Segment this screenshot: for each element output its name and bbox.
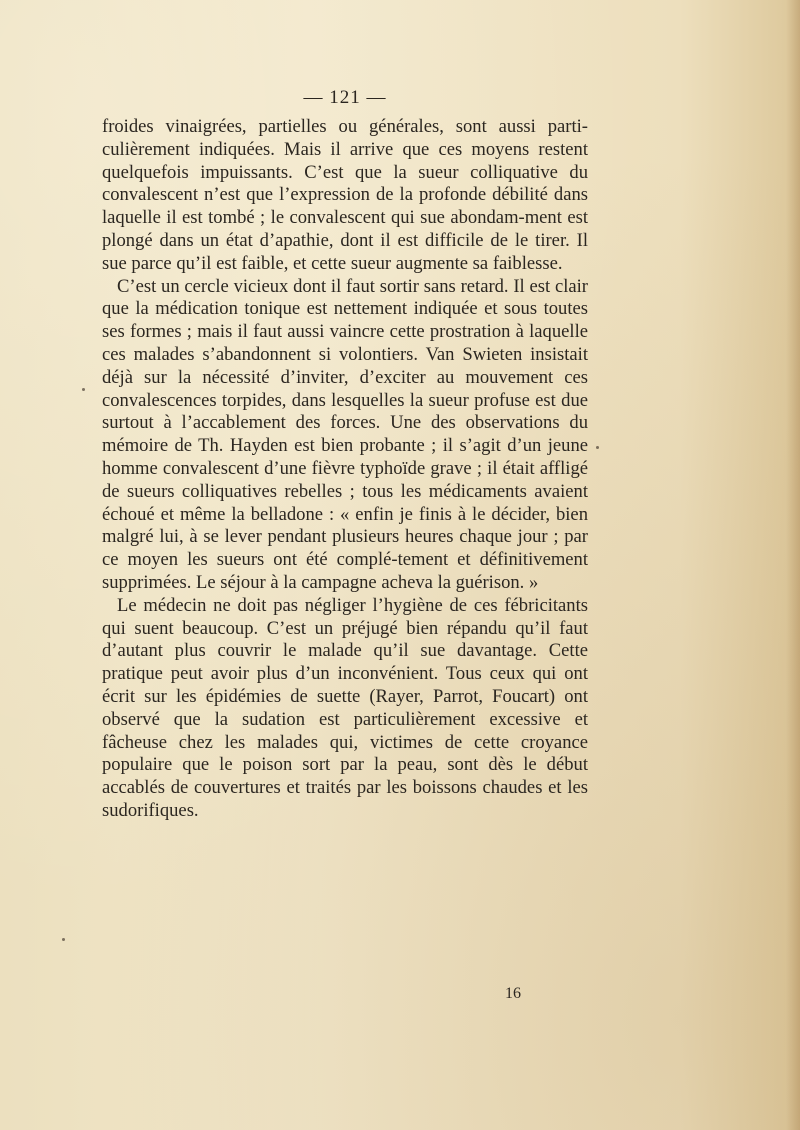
- signature-mark: 16: [505, 985, 521, 1002]
- paper-speck: [62, 938, 65, 941]
- paragraph-1: froides vinaigrées, partielles ou générales, sont aussi parti-culièrement indiquées. Mais il arrive que ces moyens restent quelquefois impuissants. C’est que la sueur colliquative du convalescent n’est que l’expression de la profonde débilité dans laquelle il est tombé ; le convalescent qui sue abondam-ment est plongé dans un état d’apathie, dont il est difficile de le tirer. Il sue parce qu’il est faible, et cette sueur augmente sa faiblesse.: [102, 116, 588, 274]
- page-edge-shadow: [786, 0, 800, 1130]
- paragraph-2: C’est un cercle vicieux dont il faut sortir sans retard. Il est clair que la médication tonique est nettement indiquée et sous toutes ses formes ; mais il faut aussi vaincre cette prostration à laquelle ces malades s’abandonnent si volontiers. Van Swieten insistait déjà sur la nécessité d’inviter, d’exciter au mouvement ces convalescences torpides, dans lesquelles la sueur profuse est due surtout à l’accablement des forces. Une des observations du mémoire de Th. Hayden est bien probante ; il s’agit d’un jeune homme convalescent d’une fièvre typhoïde grave ; il était affligé de sueurs colliquatives rebelles ; tous les médicaments avaient échoué et même la belladone : « enfin je finis à le décider, bien malgré lui, à se lever pendant plusieurs heures chaque jour ; par ce moyen les sueurs ont été complé-tement et définitivement supprimées. Le séjour à la campagne acheva la guérison. »: [102, 275, 588, 593]
- paragraph-3: Le médecin ne doit pas négliger l’hygiène de ces fébricitants qui suent beaucoup. C’est un préjugé bien répandu qu’il faut d’autant plus couvrir le malade qu’il sue davantage. Cette pratique peut avoir plus d’un inconvénient. Tous ceux qui ont écrit sur les épidémies de suette (Rayer, Parrot, Foucart) ont observé que la sudation est particulièrement excessive et fâcheuse chez les malades qui, victimes de cette croyance populaire que le poison sort par la peau, sont dès le début accablés de couvertures et traités par les boissons chaudes et les sudorifiques.: [102, 594, 588, 821]
- paper-speck: [82, 388, 85, 391]
- page-number: — 121 —: [303, 87, 387, 108]
- body-text: [102, 116, 588, 823]
- paper-speck: [596, 446, 599, 449]
